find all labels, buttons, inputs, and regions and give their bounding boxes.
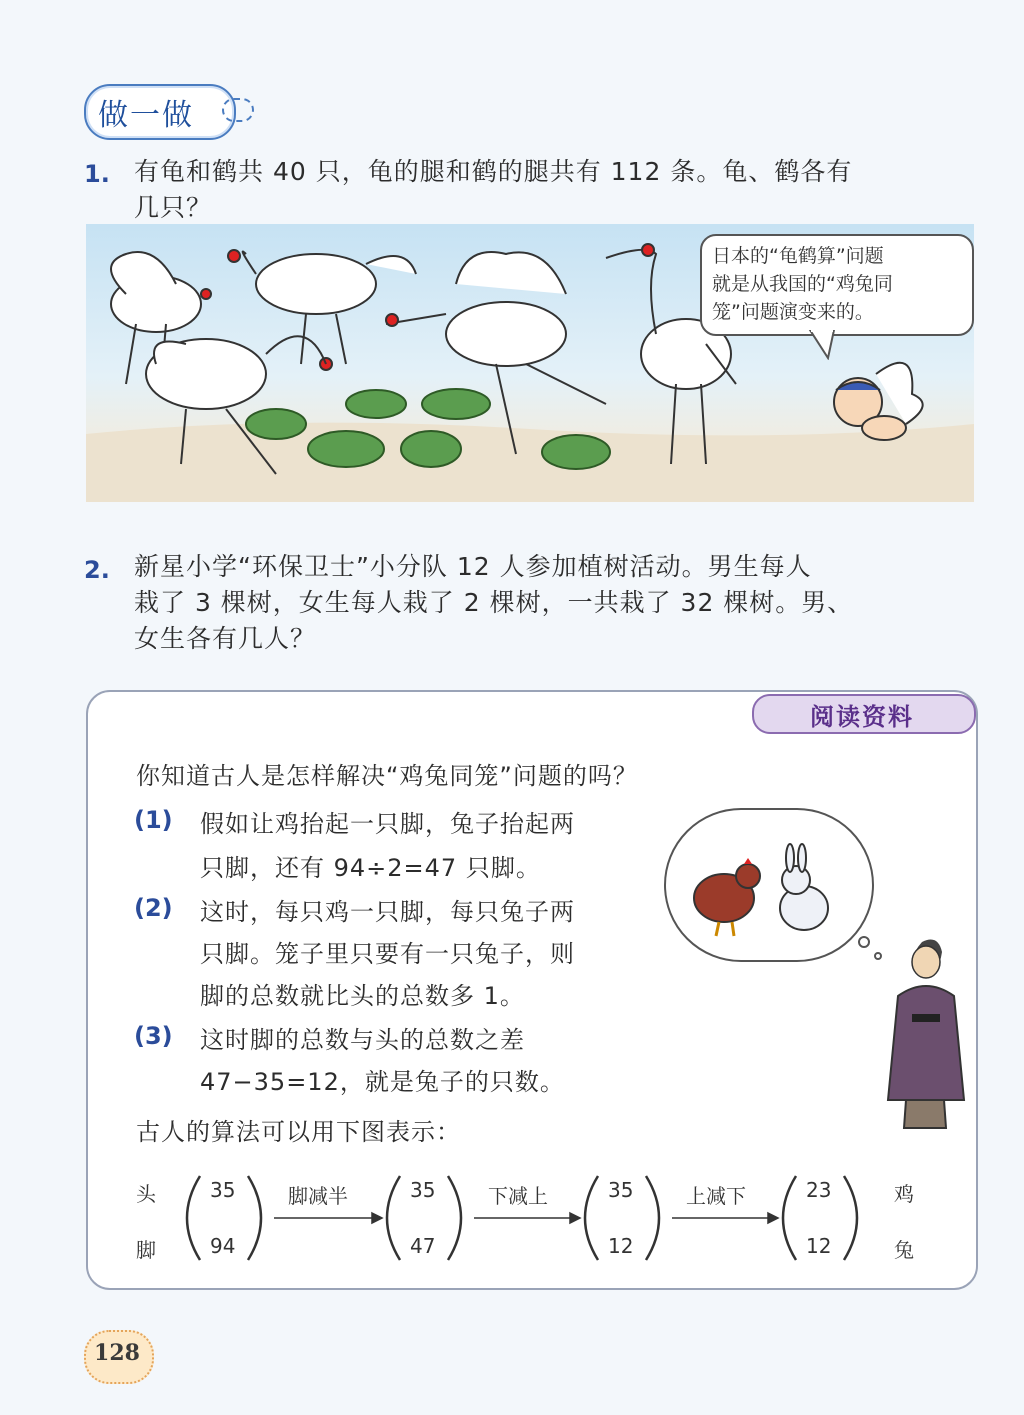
pair-3-bottom: 12 [608, 1234, 634, 1258]
ancient-scholar-drawing [876, 930, 972, 1130]
ancient-scholar-icon [888, 940, 964, 1128]
step-2-text [200, 894, 670, 1014]
step-2-number: (2) [134, 894, 173, 922]
page-number: 128 [94, 1340, 140, 1366]
pair-3-top: 35 [608, 1178, 634, 1202]
q2-line1: 新星小学“环保卫士”小分队 12 人参加植树活动。男生每人 [134, 552, 812, 581]
speech-line3: 笼”问题演变来的。 [712, 301, 874, 323]
arrow-3-label: 上减下 [686, 1184, 746, 1208]
crane-3-icon [228, 250, 416, 364]
q2-line3: 女生各有几人？ [134, 624, 317, 653]
step-2-line3: 脚的总数就比头的总数多 1。 [200, 982, 525, 1010]
step-1-line1: 假如让鸡抬起一只脚，兔子抬起两 [200, 810, 575, 838]
crane-4-icon [386, 252, 606, 454]
rabbit-icon [780, 844, 828, 930]
pair-2-bottom: 47 [410, 1234, 436, 1258]
step-1-text [200, 806, 670, 886]
chicken-rabbit-drawing [664, 808, 894, 968]
end-label-rabbit: 兔 [894, 1238, 914, 1262]
step-3-text [200, 1022, 680, 1100]
speech-line2: 就是从我国的“鸡兔同 [712, 273, 893, 295]
speech-line1: 日本的“龟鹤算”问题 [712, 245, 884, 267]
step-2-line1: 这时，每只鸡一只脚，每只兔子两 [200, 898, 575, 926]
q1-number: 1. [84, 160, 110, 188]
pair-2-top: 35 [410, 1178, 436, 1202]
reading-outro: 古人的算法可以用下图表示： [136, 1118, 461, 1146]
q1-line2: 几只？ [134, 193, 213, 222]
reading-intro: 你知道古人是怎样解决“鸡兔同笼”问题的吗？ [136, 762, 638, 790]
pair-1-top: 35 [210, 1178, 236, 1202]
end-label-chicken: 鸡 [894, 1182, 914, 1206]
arrow-3-icon [672, 1213, 778, 1223]
angel-character-icon [834, 363, 923, 440]
step-2-line2: 只脚。笼子里只要有一只兔子，则 [200, 940, 575, 968]
arrow-1-label: 脚减半 [288, 1184, 348, 1208]
thought-dot [859, 937, 869, 947]
arrow-2-icon [474, 1213, 580, 1223]
step-3-line1: 这时脚的总数与头的总数之差 [200, 1026, 525, 1054]
pair-4-top: 23 [806, 1178, 832, 1202]
q2-text [134, 549, 984, 657]
reading-badge-title: 阅读资料 [810, 703, 914, 731]
step-1-line2: 只脚，还有 94÷2=47 只脚。 [200, 854, 541, 882]
pair-4-bottom: 12 [806, 1234, 832, 1258]
q1-text [134, 154, 984, 226]
badge-tail-decoration [222, 98, 254, 122]
arrow-2-label: 下减上 [488, 1184, 548, 1208]
row-label-heads: 头 [136, 1182, 156, 1206]
section-title: 做一做 [98, 98, 194, 133]
chicken-icon [694, 858, 760, 936]
speech-bubble-tail [808, 330, 838, 360]
step-1-number: (1) [134, 806, 173, 834]
speech-text [712, 242, 964, 326]
q1-line1: 有龟和鹤共 40 只，龟的腿和鹤的腿共有 112 条。龟、鹤各有 [134, 157, 853, 186]
q2-number: 2. [84, 556, 110, 584]
arrow-1-icon [274, 1213, 382, 1223]
step-3-number: (3) [134, 1022, 173, 1050]
row-label-feet: 脚 [136, 1238, 156, 1262]
pair-1-bottom: 94 [210, 1234, 236, 1258]
q2-line2: 栽了 3 棵树，女生每人栽了 2 棵树，一共栽了 32 棵树。男、 [134, 588, 854, 617]
ground [86, 423, 974, 502]
step-3-line2: 47−35=12，就是兔子的只数。 [200, 1068, 565, 1096]
